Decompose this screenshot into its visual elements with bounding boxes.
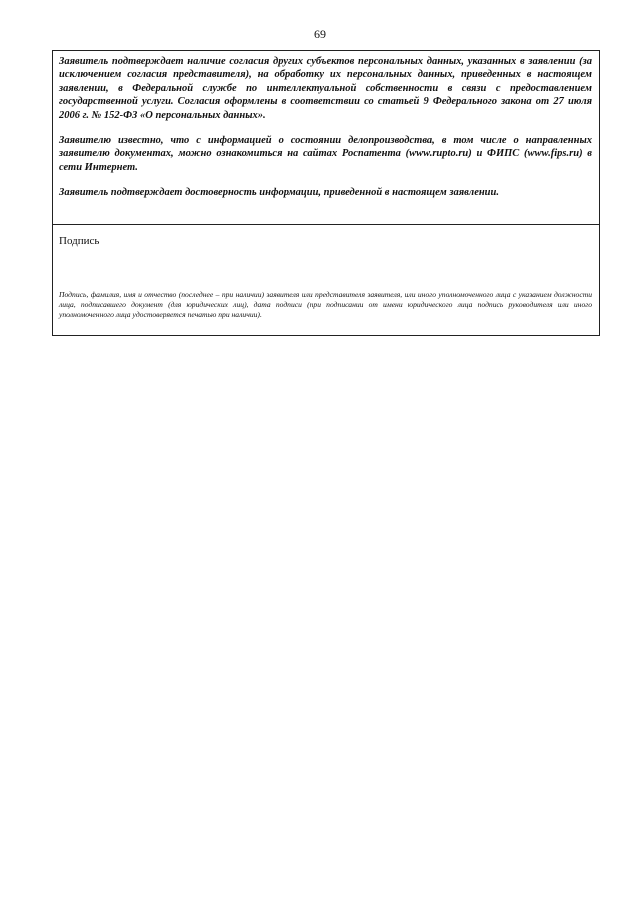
declaration-statements bbox=[53, 51, 599, 225]
declaration-form bbox=[52, 50, 600, 336]
page-number: 69 bbox=[314, 27, 326, 41]
accuracy-statement: Заявитель подтверждает достоверность информации, приведенной в настоящем заявлении. bbox=[59, 187, 499, 199]
signature-note: Подпись, фамилия, имя и отчество (последнее – при наличии) заявителя или представителя заявителя, или иного уполномоченного лица с указанием должности лица, подписавшего документ (для юридических лиц), дата подписи (при подписании от имени юридического лица подпись руководителя или иного уполномоченного лица удостоверяется печатью при наличии). bbox=[59, 290, 592, 320]
consent-statement: Заявитель подтверждает наличие согласия других субъектов персональных данных, указанных в заявлении (за исключением согласия представителя), на обработку их персональных данных, приведенных в настоящем заявлении, в Федеральной службе по интеллектуальной собственности в связи с предоставлением государственной услуги. Согласия оформлены в соответствии со статьей 9 Федерального закона от 27 июля 2006 г. № 152-ФЗ «О персональных данных». bbox=[59, 56, 592, 121]
signature-label: Подпись bbox=[59, 235, 100, 247]
case-status-statement: Заявителю известно, что с информацией о состоянии делопроизводства, в том числе о направленных заявителю документах, можно ознакомиться на сайтах Роспатента (www.rupto.ru) и ФИПС (www.fips.ru) в сети Интернет. bbox=[59, 135, 592, 173]
signature-section bbox=[53, 225, 599, 321]
